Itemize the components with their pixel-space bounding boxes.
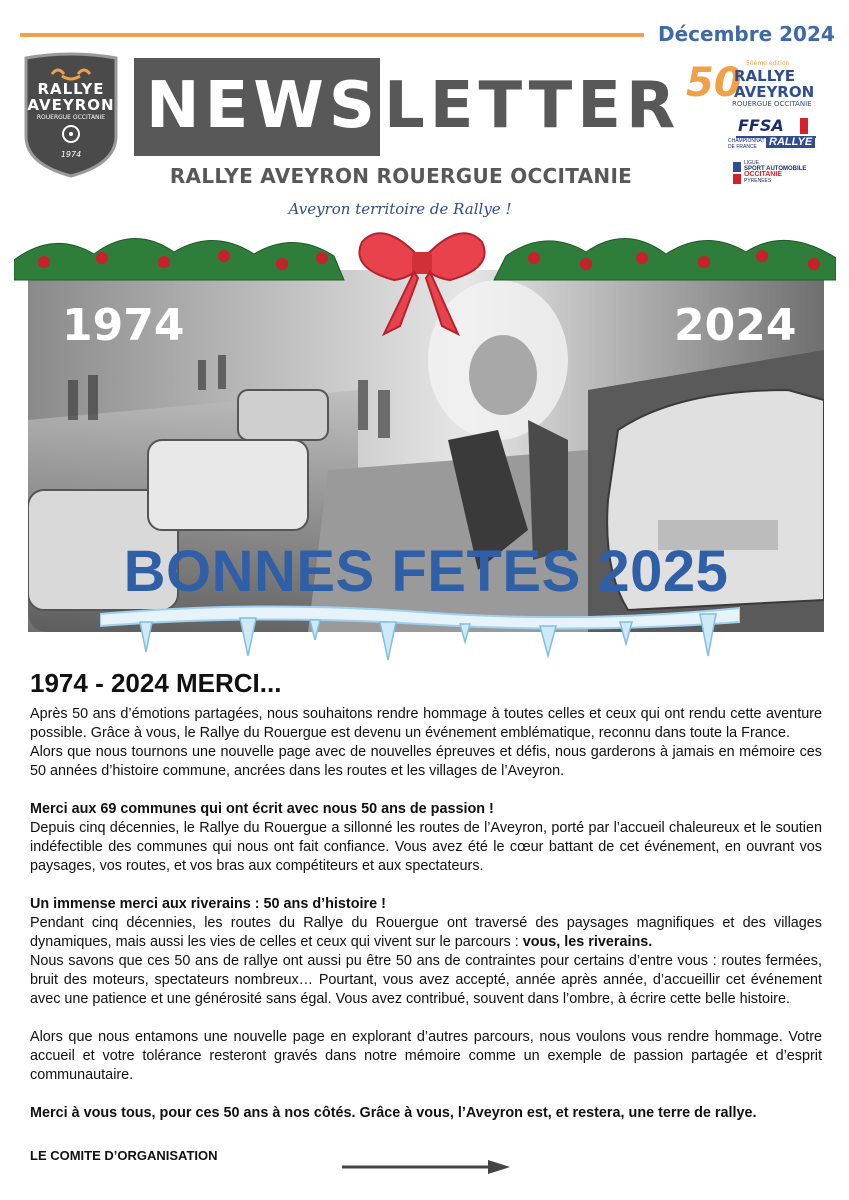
ffsa-line2: DE FRANCE	[728, 144, 757, 150]
year-right: 2024	[674, 300, 797, 351]
subtitle: RALLYE AVEYRON ROUERGUE OCCITANIE	[169, 164, 633, 188]
ligue-line4: PYRENEES	[744, 178, 772, 184]
signature: LE COMITE D’ORGANISATION	[30, 1148, 218, 1163]
ligue-occitanie-logo	[733, 160, 823, 188]
ffsa-line1: CHAMPIONNAT	[728, 138, 765, 144]
communes-title: Merci aux 69 communes qui ont écrit avec nous 50 ans de passion !	[30, 801, 494, 817]
final-thanks: Merci à vous tous, pour ces 50 ans à nos côtés. Grâce à vous, l’Aveyron est, et restera, une terre de rallye.	[30, 1105, 757, 1121]
icicles-icon	[100, 600, 740, 662]
season-greeting: BONNES FETES 2025	[123, 539, 729, 604]
logo-rouergue: ROUERGUE OCCITANIE	[732, 100, 812, 108]
logo-rallye: RALLYE	[734, 67, 796, 85]
intro-paragraph: Après 50 ans d’émotions partagées, nous souhaitons rendre hommage à toutes celles et ceux qui ont rendu cette aventure possible. Grâce à vous, le Rallye du Rouergue est devenu un événement emblématique, reconnu dans toute la France.	[30, 706, 822, 741]
issue-date: Décembre 2024	[658, 22, 835, 46]
riverains-paragraph-2: Nous savons que ces 50 ans de rallye ont aussi pu être 50 ans de contraintes pour certains d’entre vous : routes fermées, bruit des moteurs, spectateurs nombreux… Pourtant, vous avez accepté, année après année, d’accueillir cet événement avec une patience et une générosité sans égal. Vous avez contribué, souvent dans l’ombre, à écrire cette belle histoire.	[30, 953, 822, 1007]
ffsa-rallye: RALLYE	[766, 136, 815, 148]
ligue-line2: SPORT AUTOMOBILE	[744, 166, 807, 172]
ligue-line3: OCCITANIE	[744, 171, 782, 178]
riverains-title: Un immense merci aux riverains : 50 ans d’histoire !	[30, 896, 386, 912]
article	[30, 668, 822, 1123]
intro-paragraph-2: Alors que nous tournons une nouvelle page avec de nouvelles épreuves et défis, nous garderons à jamais en mémoire ces 50 années d’histoire commune, ancrées dans les routes et les villages de l’Aveyron.	[30, 744, 822, 779]
header-rule	[20, 33, 644, 37]
tagline: Aveyron territoire de Rallye !	[288, 200, 512, 218]
rally-50-logo	[686, 58, 826, 112]
ffsa-logo	[728, 118, 816, 152]
year-left: 1974	[62, 300, 185, 351]
badge-year: 1974	[60, 150, 82, 159]
badge-line1: RALLYE	[37, 80, 105, 98]
logo-edition: 50ème édition	[746, 60, 790, 67]
ligue-line1: LIGUE	[744, 160, 760, 166]
title-letter: LETTER	[384, 69, 681, 143]
riverains-emphasis: vous, les riverains.	[522, 934, 653, 950]
red-bow-icon	[354, 222, 490, 340]
badge-line2: AVEYRON	[27, 96, 115, 114]
riverains-text: Pendant cinq décennies, les routes du Rallye du Rouergue ont traversé des paysages magnifiques et des villages dynamiques, mais aussi les vies de celles et ceux qui vivent sur le parcours :	[30, 915, 822, 950]
rally-badge-logo	[22, 52, 120, 178]
logo-50-number: 50	[686, 60, 742, 106]
riverains-paragraph	[30, 914, 822, 952]
closing-paragraph: Alors que nous entamons une nouvelle page en explorant d’autres parcours, nous voulons vous rendre hommage. Votre accueil et votre tolérance resteront gravés dans notre mémoire comme un exemple de passion partagée et d’esprit communautaire.	[30, 1029, 822, 1083]
logo-aveyron: AVEYRON	[734, 83, 815, 101]
badge-line3: ROUERGUE OCCITANIE	[36, 114, 106, 121]
ffsa-name: FFSA	[738, 116, 784, 135]
article-heading: 1974 - 2024 MERCI...	[30, 668, 282, 698]
communes-paragraph: Depuis cinq décennies, le Rallye du Rouergue a sillonné les routes de l’Aveyron, porté par l’accueil chaleureux et le soutien indéfectible des communes qui nous ont fait confiance. Vous avez été le cœur battant de cet événement, en ouvrant vos paysages, vos routes, et vos bras aux compétiteurs et aux spectateurs.	[30, 820, 822, 874]
arrow-right-icon[interactable]	[342, 1160, 512, 1174]
title-news: NEWS	[146, 69, 380, 143]
